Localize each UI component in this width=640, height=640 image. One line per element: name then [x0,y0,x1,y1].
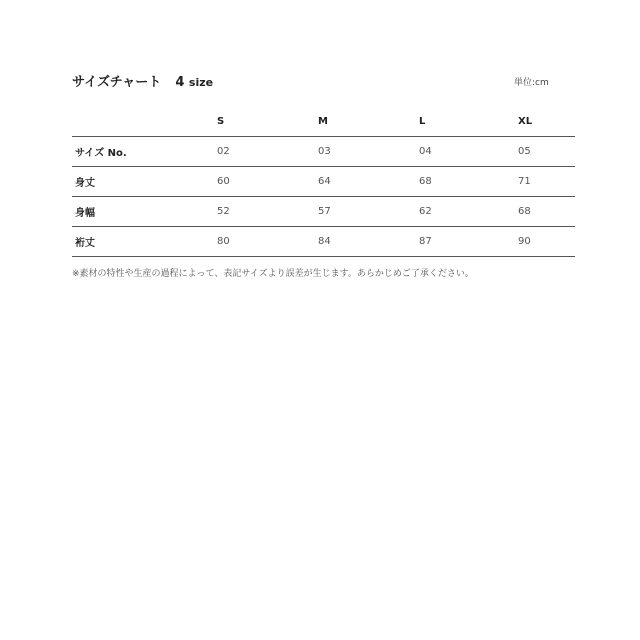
table-cell: 02 [217,137,318,167]
disclaimer-note: ※素材の特性や生産の過程によって、表記サイズより誤差が生じます。あらかじめご了承ください。 [72,269,474,279]
row-label-body-width: 身幅 [72,197,217,227]
table-cell: 80 [217,227,318,257]
size-chart-title [72,71,213,90]
table-cell: 68 [518,197,575,227]
table-row [72,137,575,167]
row-label-body-length: 身丈 [72,167,217,197]
table-cell: 57 [318,197,419,227]
row-label-size-no: サイズ No. [72,137,217,167]
table-cell: 60 [217,167,318,197]
table-cell: 87 [419,227,518,257]
size-chart-title-text: サイズチャート [72,75,162,90]
row-label-sleeve-length: 裄丈 [72,227,217,257]
column-header-m: M [318,107,419,137]
table-cell: 62 [419,197,518,227]
table-cell: 90 [518,227,575,257]
size-count-suffix: size [188,76,214,89]
size-table [72,107,575,257]
table-row [72,197,575,227]
unit-label: 単位:cm [514,78,549,88]
table-cell: 64 [318,167,419,197]
size-count: 4 [175,75,185,90]
column-header-l: L [419,107,518,137]
table-cell: 03 [318,137,419,167]
header-corner [72,107,217,137]
table-row [72,167,575,197]
table-header-row [72,107,575,137]
table-cell: 52 [217,197,318,227]
column-header-s: S [217,107,318,137]
table-cell: 04 [419,137,518,167]
table-cell: 71 [518,167,575,197]
column-header-xl: XL [518,107,575,137]
table-cell: 05 [518,137,575,167]
table-cell: 68 [419,167,518,197]
table-cell: 84 [318,227,419,257]
table-row [72,227,575,257]
